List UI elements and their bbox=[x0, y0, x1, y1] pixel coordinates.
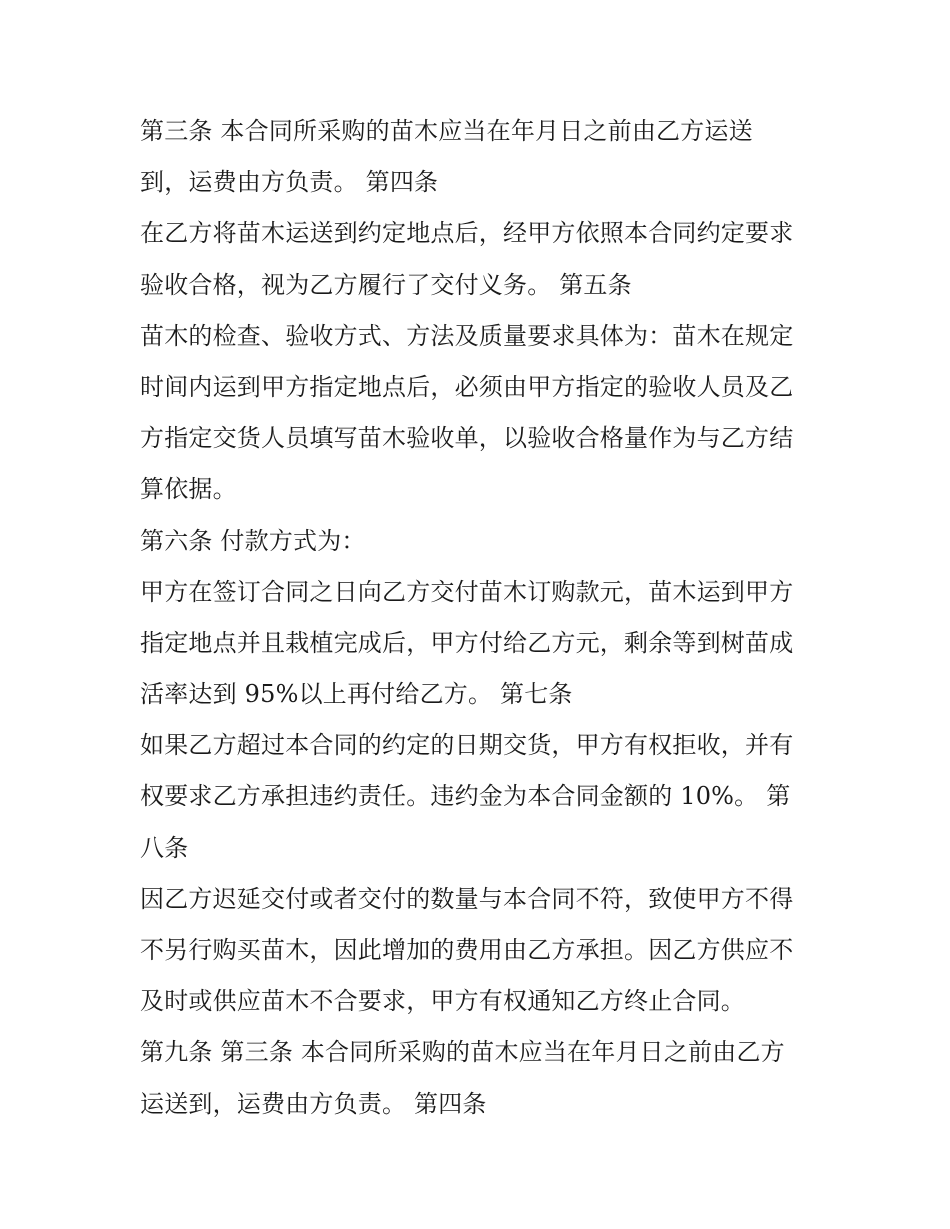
text-line: 权要求乙方承担违约责任。违约金为本合同金额的 10%。 第 bbox=[140, 782, 791, 811]
text-line: 验收合格，视为乙方履行了交付义务。 第五条 bbox=[140, 270, 632, 299]
text-line: 时间内运到甲方指定地点后，必须由甲方指定的验收人员及乙 bbox=[140, 372, 794, 401]
text-line: 到，运费由方负责。 第四条 bbox=[140, 168, 439, 197]
text-line: 在乙方将苗木运送到约定地点后，经甲方依照本合同约定要求 bbox=[140, 219, 794, 248]
text-line: 甲方在签订合同之日向乙方交付苗木订购款元，苗木运到甲方 bbox=[140, 577, 794, 606]
text-line: 苗木的检查、验收方式、方法及质量要求具体为：苗木在规定 bbox=[140, 321, 794, 350]
text-line: 运送到，运费由方负责。 第四条 bbox=[140, 1089, 487, 1118]
text-line: 第三条 本合同所采购的苗木应当在年月日之前由乙方运送 bbox=[140, 117, 753, 145]
text-line: 第九条 第三条 本合同所采购的苗木应当在年月日之前由乙方 bbox=[140, 1038, 785, 1067]
text-line: 活率达到 95%以上再付给乙方。 第七条 bbox=[140, 680, 573, 709]
text-line: 方指定交货人员填写苗木验收单，以验收合格量作为与乙方结 bbox=[140, 424, 794, 453]
text-line: 指定地点并且栽植完成后，甲方付给乙方元，剩余等到树苗成 bbox=[140, 628, 794, 657]
text-line: 不另行购买苗木，因此增加的费用由乙方承担。因乙方供应不 bbox=[140, 936, 794, 964]
text-line: 第六条 付款方式为： bbox=[140, 526, 366, 555]
text-line: 及时或供应苗木不合要求，甲方有权通知乙方终止合同。 bbox=[140, 987, 745, 1016]
text-line: 算依据。 bbox=[140, 475, 237, 504]
text-line: 如果乙方超过本合同的约定的日期交货，甲方有权拒收，并有 bbox=[140, 731, 794, 760]
document-body bbox=[140, 106, 820, 1130]
text-line: 八条 bbox=[140, 833, 189, 862]
text-line: 因乙方迟延交付或者交付的数量与本合同不符，致使甲方不得 bbox=[140, 884, 794, 913]
